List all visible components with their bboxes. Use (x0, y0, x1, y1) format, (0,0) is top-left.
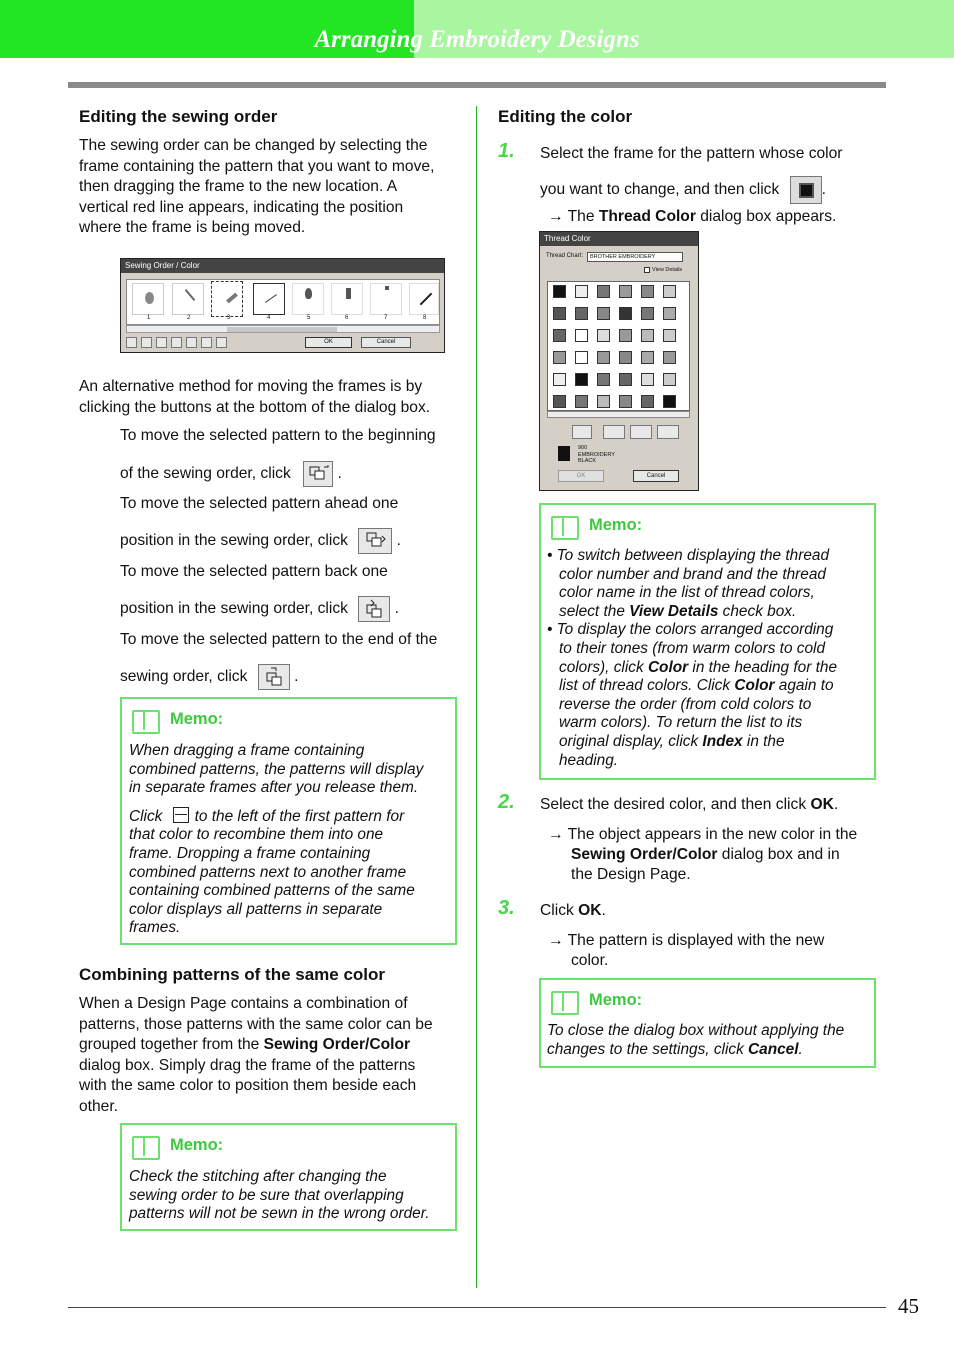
color-swatch[interactable] (641, 373, 654, 386)
color-swatch[interactable] (575, 329, 588, 342)
memo-book-icon (130, 1133, 158, 1157)
beginning-line-1: To move the selected pattern to the beginning (120, 427, 436, 444)
frame-4[interactable] (253, 283, 285, 315)
memo-book-icon (549, 513, 577, 537)
memo-box-cancel (539, 978, 876, 1068)
thread-ok-button[interactable]: OK (558, 470, 604, 482)
ahead-line-1: To move the selected pattern ahead one (120, 495, 399, 512)
step2-instruction: Select the desired color, and then click OK. (540, 796, 839, 813)
step3-result: → The pattern is displayed with the new color. (548, 932, 825, 969)
color-swatch[interactable] (553, 395, 566, 408)
color-swatch[interactable] (619, 285, 632, 298)
color-swatch[interactable] (641, 285, 654, 298)
beginning-line-2: of the sewing order, click . (120, 461, 342, 487)
color-swatch[interactable] (553, 285, 566, 298)
step-number-1: 1. (498, 140, 515, 162)
color-swatch[interactable] (663, 351, 676, 364)
step-number-2: 2. (498, 791, 515, 813)
thread-color-icon (790, 176, 822, 204)
color-swatch[interactable] (663, 329, 676, 342)
memo-book-icon (130, 707, 158, 731)
selected-color-info: 900 EMBROIDERY BLACK (578, 445, 615, 464)
frame-2[interactable] (172, 283, 204, 315)
memo-dragging-text: When dragging a frame containing combined patterns, the patterns will display in separate frames after you release them. Click to the left of the first pattern for that color to recombine them into one frame. Dropping a frame containing combined patterns next to another frame containing combined patterns of the same color displays all patterns in separate frames. (129, 742, 424, 937)
selected-color-preview (558, 446, 570, 461)
sewing-order-paragraph: The sewing order can be changed by selecting the frame containing the pattern that you want to move, then dragging the frame to the new location. A vertical red line appears, indicating the position where the frame is being moved. (79, 137, 435, 236)
favorite-remove-button[interactable] (657, 425, 679, 439)
memo-box-thread-display (539, 503, 876, 780)
color-swatch[interactable] (597, 285, 610, 298)
thread-color-dialog (539, 231, 699, 491)
top-rule (68, 82, 886, 88)
memo-title: Memo: (589, 990, 643, 1009)
move-back-button[interactable] (186, 337, 197, 348)
color-swatch[interactable] (663, 395, 676, 408)
color-swatch[interactable] (597, 307, 610, 320)
color-swatch[interactable] (553, 307, 566, 320)
color-swatch[interactable] (619, 395, 632, 408)
view-details-checkbox[interactable]: View Details (644, 267, 682, 273)
section-heading-editing-color: Editing the color (498, 107, 633, 126)
section-heading-sewing-order: Editing the sewing order (79, 107, 278, 126)
frames-strip: 1 2 3 4 5 6 7 8 (126, 279, 440, 325)
thread-spool-button[interactable] (572, 425, 592, 439)
memo-title: Memo: (589, 515, 643, 534)
sort-button[interactable] (141, 337, 152, 348)
frame-8[interactable] (409, 283, 439, 315)
memo-box-stitching (120, 1123, 457, 1231)
move-ahead-icon (358, 528, 392, 554)
end-line-1: To move the selected pattern to the end of the (120, 631, 438, 648)
memo-book-icon (549, 988, 577, 1012)
color-swatch[interactable] (663, 307, 676, 320)
step1-line-1: Select the frame for the pattern whose color (540, 145, 843, 162)
step1-line-2: you want to change, and then click . (540, 176, 826, 204)
alternative-method-paragraph: An alternative method for moving the frames is by clicking the buttons at the bottom of the dialog box. (79, 378, 431, 416)
frame-7[interactable] (370, 283, 402, 315)
move-to-beginning-icon (303, 461, 333, 487)
move-ahead-button[interactable] (171, 337, 182, 348)
color-swatch[interactable] (553, 351, 566, 364)
order-buttons-row (126, 337, 227, 348)
color-swatch[interactable] (575, 307, 588, 320)
favorite-add-button[interactable] (630, 425, 652, 439)
thread-color-dialog-title: Thread Color (540, 232, 698, 246)
thread-color-grid (547, 281, 690, 411)
memo-cancel-text: To close the dialog box without applying the changes to the settings, click Cancel. (547, 1022, 845, 1058)
step2-result: → The object appears in the new color in the Sewing Order/Color dialog box and in the Design Page. (548, 826, 858, 883)
end-line-2: sewing order, click . (120, 664, 298, 690)
dialog-icon-buttons (572, 425, 679, 439)
color-swatch[interactable] (575, 285, 588, 298)
color-swatch[interactable] (575, 351, 588, 364)
combine-icon (173, 807, 189, 823)
color-swatch[interactable] (597, 373, 610, 386)
color-swatch[interactable] (553, 329, 566, 342)
scissors-button[interactable] (603, 425, 625, 439)
frame-1[interactable] (132, 283, 164, 315)
ok-button[interactable]: OK (305, 337, 352, 348)
color-swatch[interactable] (663, 285, 676, 298)
frame-5[interactable] (292, 283, 324, 315)
cancel-button[interactable]: Cancel (361, 337, 411, 348)
color-swatch[interactable] (619, 351, 632, 364)
page-header-title: Arranging Embroidery Designs (314, 26, 640, 53)
move-to-end-button[interactable] (201, 337, 212, 348)
color-swatch[interactable] (619, 307, 632, 320)
page-number: 45 (898, 1294, 919, 1318)
memo-box-dragging (120, 697, 457, 945)
step3-instruction: Click OK. (540, 902, 606, 919)
memo-thread-display-text: • To switch between displaying the thread color number and brand and the thread color name in the list of thread colors, select the View Details check box. • To display the colors arranged according to their tones (from warm colors to cold colors), click Color in the heading for the list of thread colors. Click Color again to reverse the order (from cold colors to warm colors). To return the list to its original display, click Index in the heading. (547, 547, 838, 769)
thread-color-button[interactable] (216, 337, 227, 348)
column-divider (476, 106, 477, 1288)
color-swatch[interactable] (553, 373, 566, 386)
section-heading-combining: Combining patterns of the same color (79, 965, 386, 984)
move-to-end-icon (258, 664, 290, 690)
combine-button[interactable] (126, 337, 137, 348)
thread-chart-select[interactable]: BROTHER EMBROIDERY (587, 252, 683, 262)
sewing-order-dialog-title: Sewing Order / Color (121, 259, 444, 273)
memo-stitching-text: Check the stitching after changing the sewing order to be sure that overlapping patterns will not be sewn in the wrong order. (129, 1168, 430, 1223)
memo-title: Memo: (170, 709, 224, 728)
step-number-3: 3. (498, 897, 515, 919)
color-swatch[interactable] (619, 329, 632, 342)
color-swatch[interactable] (641, 351, 654, 364)
frames-scrollbar[interactable] (126, 325, 440, 333)
move-back-icon (358, 596, 390, 622)
thread-chart-label: Thread Chart: (546, 253, 584, 259)
back-line-2: position in the sewing order, click . (120, 596, 399, 622)
back-line-1: To move the selected pattern back one (120, 563, 388, 580)
frame-3[interactable] (211, 281, 243, 317)
ahead-line-2: position in the sewing order, click . (120, 528, 401, 554)
color-swatch[interactable] (597, 395, 610, 408)
combining-paragraph: When a Design Page contains a combination of patterns, those patterns with the same color can be grouped together from the Sewing Order/Color dialog box. Simply drag the frame of the patterns with the same color to position them beside each other. (79, 995, 433, 1115)
color-swatch[interactable] (641, 307, 654, 320)
memo-title: Memo: (170, 1135, 224, 1154)
color-swatch[interactable] (575, 373, 588, 386)
thread-cancel-button[interactable]: Cancel (633, 470, 679, 482)
step1-result: → The Thread Color dialog box appears. (548, 208, 837, 225)
color-swatch[interactable] (597, 351, 610, 364)
bottom-rule (68, 1307, 886, 1308)
color-swatch[interactable] (663, 373, 676, 386)
color-swatch[interactable] (597, 329, 610, 342)
move-to-beginning-button[interactable] (156, 337, 167, 348)
color-swatch[interactable] (641, 329, 654, 342)
frame-6[interactable] (331, 283, 363, 315)
grid-scrollbar[interactable] (547, 411, 690, 418)
color-swatch[interactable] (619, 373, 632, 386)
color-swatch[interactable] (641, 395, 654, 408)
color-swatch[interactable] (575, 395, 588, 408)
sewing-order-dialog (120, 258, 445, 353)
